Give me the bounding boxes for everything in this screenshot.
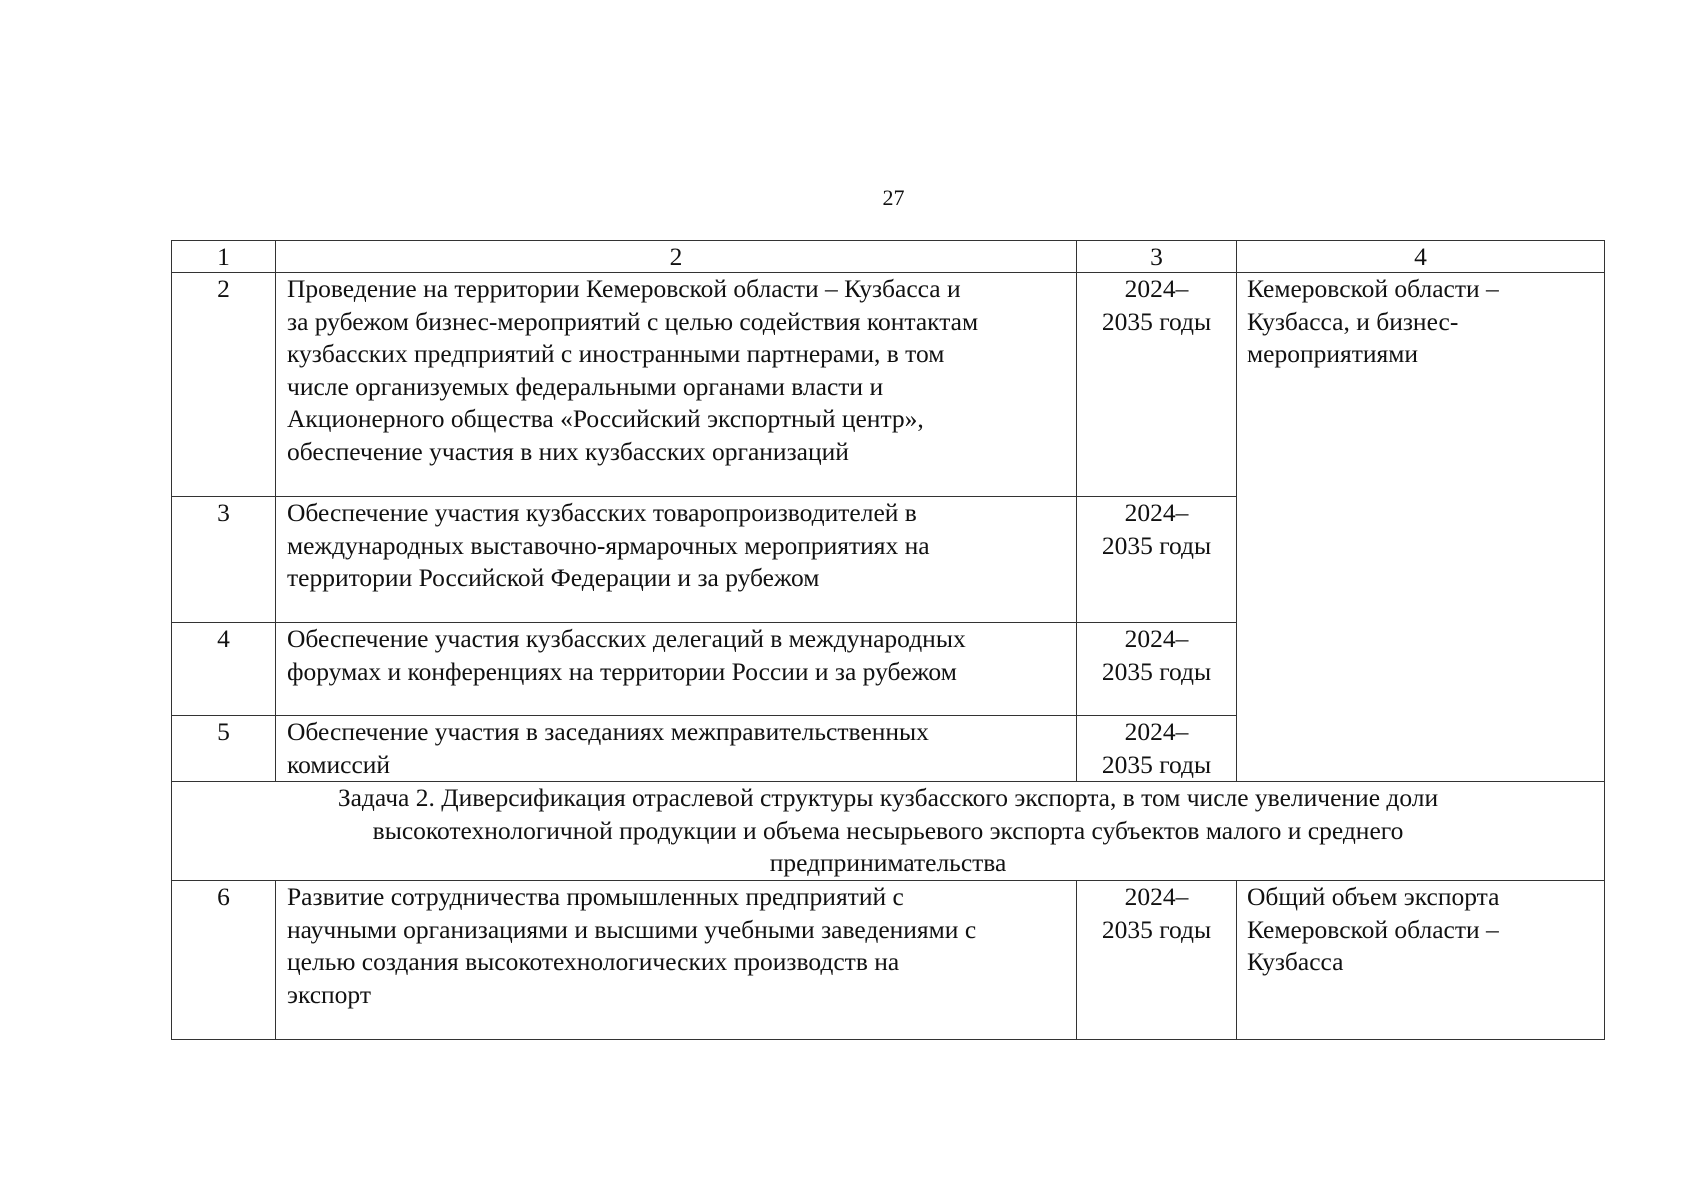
text-line: Кузбасса [1247,947,1344,976]
text-line: Обеспечение участия в заседаниях межправительственных [287,717,929,746]
text-line: за рубежом бизнес-мероприятий с целью содействия контактам [287,306,979,336]
measure-description [276,716,1077,782]
period-start: 2024– [1124,274,1189,303]
text-line: Развитие сотрудничества промышленных предприятий с [287,882,904,911]
task-heading [172,782,1605,881]
header-col-4: 4 [1237,241,1605,273]
text-line: Обеспечение участия кузбасских делегаций в международных [287,624,966,653]
text-line: кузбасских предприятий с иностранными партнерами, в том [287,339,945,368]
table-header-row [172,241,1605,273]
measure-description [276,273,1077,497]
measure-description [276,623,1077,716]
text-line: форумах и конференциях на территории России и за рубежом [287,656,957,686]
text-line: территории Российской Федерации и за рубежом [287,563,820,592]
text-line: Проведение на территории Кемеровской области – Кузбасса и [287,274,961,303]
result-cell [1237,273,1605,782]
header-col-1: 1 [172,241,276,273]
page-number: 27 [882,185,905,210]
row-number: 5 [172,716,276,782]
text-line: комиссий [287,749,391,779]
result-cell [1237,881,1605,1040]
text-line: Кемеровской области – [1247,274,1499,303]
row-number: 4 [172,623,276,716]
measures-table [171,240,1605,1040]
text-line: числе организуемых федеральными органами власти и [287,371,884,401]
row-number: 2 [172,273,276,497]
period-end: 2035 годы [1101,914,1212,944]
text-line: Общий объем экспорта [1247,882,1500,911]
measure-description [276,497,1077,623]
period-cell [1077,273,1237,497]
period-cell [1077,716,1237,782]
text-line: высокотехнологичной продукции и объема несырьевого экспорта субъектов малого и среднего [372,815,1404,845]
task-heading-row [172,782,1605,881]
text-line: целью создания высокотехнологических производств на [287,947,900,976]
period-start: 2024– [1124,624,1189,653]
text-line: Кузбасса, и бизнес- [1247,306,1459,336]
period-cell [1077,881,1237,1040]
header-col-3: 3 [1077,241,1237,273]
period-end: 2035 годы [1101,749,1212,779]
period-start: 2024– [1124,882,1189,911]
period-start: 2024– [1124,717,1189,746]
row-number: 6 [172,881,276,1040]
text-line: Обеспечение участия кузбасских товаропроизводителей в [287,498,917,527]
period-end: 2035 годы [1101,306,1212,336]
text-line: экспорт [287,979,371,1009]
table-row [172,881,1605,1040]
period-cell [1077,497,1237,623]
row-number: 3 [172,497,276,623]
table-row [172,273,1605,497]
text-line: научными организациями и высшими учебными заведениями с [287,914,977,944]
header-col-2: 2 [276,241,1077,273]
text-line: Кемеровской области – [1247,914,1499,944]
period-end: 2035 годы [1101,656,1212,686]
text-line: Акционерного общества «Российский экспортный центр», [287,404,924,433]
text-line: Задача 2. Диверсификация отраслевой структуры кузбасского экспорта, в том числе увеличение доли [337,783,1439,812]
period-start: 2024– [1124,498,1189,527]
text-line: обеспечение участия в них кузбасских организаций [287,436,849,466]
text-line: международных выставочно-ярмарочных мероприятиях на [287,530,930,560]
period-cell [1077,623,1237,716]
text-line: мероприятиями [1247,339,1419,368]
period-end: 2035 годы [1101,530,1212,560]
text-line: предпринимательства [769,848,1007,877]
measure-description [276,881,1077,1040]
